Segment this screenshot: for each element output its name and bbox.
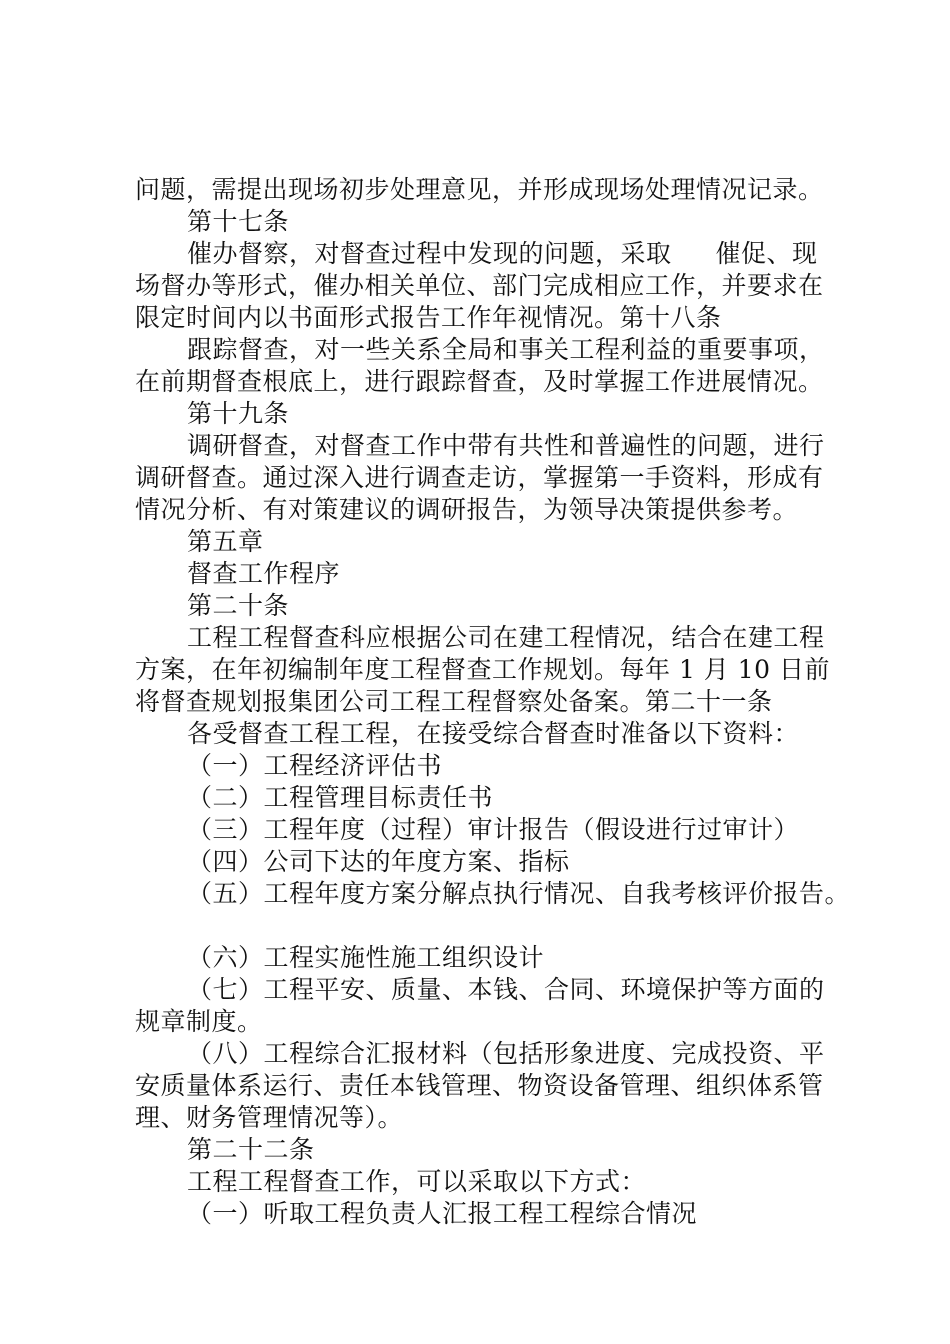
text-line (187, 238, 818, 270)
text-line: 规章制度。 (135, 1007, 263, 1036)
text-line: 调研督查。通过深入进行调查走访，掌握第一手资料，形成有 (135, 463, 824, 492)
list-item: （五）工程年度方案分解点执行情况、自我考核评价报告。 (187, 879, 851, 908)
text-line: 将督查规划报集团公司工程工程督察处备案。第二十一条 (135, 687, 773, 716)
list-item: （六）工程实施性施工组织设计 (187, 943, 545, 972)
text-fragment: 催办督察，对督查过程中发现的问题，采取 (187, 239, 672, 268)
list-item: （一）听取工程负责人汇报工程工程综合情况 (187, 1199, 698, 1228)
text-fragment: 催促、现 (715, 239, 818, 268)
list-item: （二）工程管理目标责任书 (187, 783, 494, 812)
chapter-title: 督查工作程序 (187, 559, 341, 588)
list-item: （八）工程综合汇报材料（包括形象进度、完成投资、平 (187, 1039, 825, 1068)
text-line: 各受督查工程工程，在接受综合督查时准备以下资料： (187, 719, 800, 748)
text-line: 问题，需提出现场初步处理意见，并形成现场处理情况记录。 (135, 175, 824, 204)
list-item: （七）工程平安、质量、本钱、合同、环境保护等方面的 (187, 975, 825, 1004)
list-item: （四）公司下达的年度方案、指标 (187, 847, 570, 876)
list-item: （三）工程年度（过程）审计报告（假设进行过审计） (187, 815, 800, 844)
text-line: 工程工程督查科应根据公司在建工程情况，结合在建工程 (187, 623, 825, 652)
list-item: （一）工程经济评估书 (187, 751, 443, 780)
article-heading: 第十七条 (187, 207, 290, 236)
article-heading: 第二十条 (187, 591, 290, 620)
article-heading: 第十九条 (187, 399, 290, 428)
text-line: 工程工程督查工作，可以采取以下方式： (187, 1167, 647, 1196)
article-heading: 第二十二条 (187, 1135, 315, 1164)
text-line: 理、财务管理情况等）。 (135, 1103, 404, 1132)
text-line: 安质量体系运行、责任本钱管理、物资设备管理、组织体系管 (135, 1071, 824, 1100)
text-line: 方案，在年初编制年度工程督查工作规划。每年 1 月 10 日前 (135, 655, 831, 684)
text-line: 限定时间内以书面形式报告工作年视情况。第十八条 (135, 303, 722, 332)
text-line: 跟踪督查，对一些关系全局和事关工程利益的重要事项， (187, 335, 825, 364)
text-line: 在前期督查根底上，进行跟踪督查，及时掌握工作进展情况。 (135, 367, 824, 396)
text-line: 情况分析、有对策建议的调研报告，为领导决策提供参考。 (135, 495, 799, 524)
chapter-heading: 第五章 (187, 527, 264, 556)
text-line: 调研督查，对督查工作中带有共性和普遍性的问题，进行 (187, 431, 825, 460)
text-line: 场督办等形式，催办相关单位、部门完成相应工作，并要求在 (135, 271, 824, 300)
